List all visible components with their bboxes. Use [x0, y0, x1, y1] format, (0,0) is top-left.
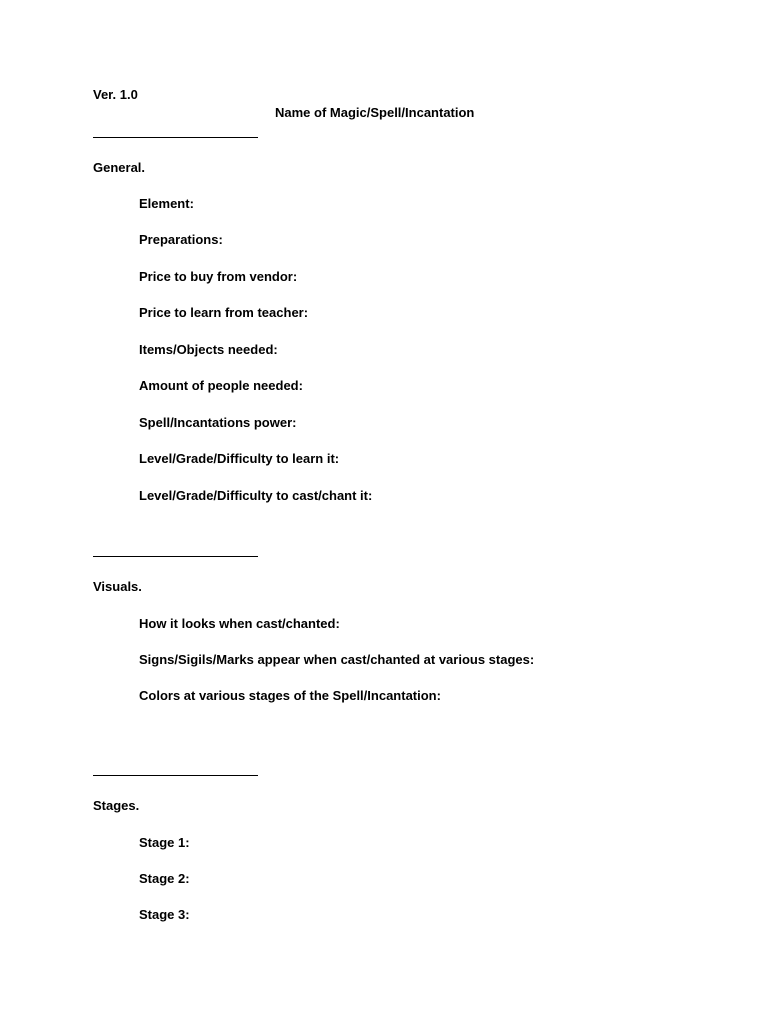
field-label-difficulty-learn: Level/Grade/Difficulty to learn it:: [139, 451, 340, 466]
section-divider: [93, 775, 258, 776]
field-label-spell-power: Spell/Incantations power:: [139, 415, 297, 430]
field-label-colors: Colors at various stages of the Spell/Incantation:: [139, 688, 441, 703]
version-label: Ver. 1.0: [93, 87, 138, 102]
field-label-stage-1: Stage 1:: [139, 835, 190, 850]
field-label-element: Element:: [139, 196, 194, 211]
field-label-items-needed: Items/Objects needed:: [139, 342, 278, 357]
section-divider: [93, 556, 258, 557]
field-label-difficulty-cast: Level/Grade/Difficulty to cast/chant it:: [139, 488, 373, 503]
section-heading-general: General.: [93, 160, 146, 175]
field-label-stage-3: Stage 3:: [139, 907, 190, 922]
section-heading-visuals: Visuals.: [93, 579, 142, 594]
field-label-preparations: Preparations:: [139, 232, 223, 247]
section-heading-stages: Stages.: [93, 798, 140, 813]
field-label-price-vendor: Price to buy from vendor:: [139, 269, 298, 284]
field-label-people-needed: Amount of people needed:: [139, 378, 303, 393]
field-label-stage-2: Stage 2:: [139, 871, 190, 886]
field-label-price-teacher: Price to learn from teacher:: [139, 305, 309, 320]
document-title: Name of Magic/Spell/Incantation: [275, 105, 475, 120]
field-label-looks: How it looks when cast/chanted:: [139, 616, 340, 631]
section-divider: [93, 137, 258, 138]
field-label-signs-sigils: Signs/Sigils/Marks appear when cast/chanted at various stages:: [139, 652, 535, 667]
